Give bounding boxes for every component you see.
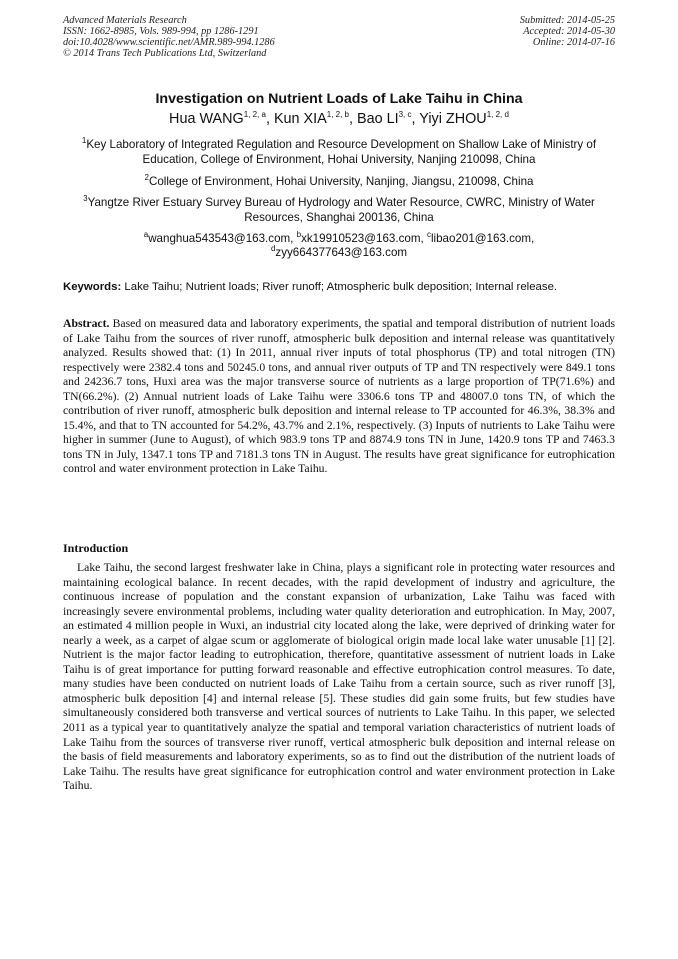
abstract-text: Based on measured data and laboratory experiments, the spatial and temporal distribution of nutrient loads of Lake Taihu from the sources of river runoff, atmospheric bulk deposition and internal release was quantitatively analyzed. Results showed that: (1) In 2011, annual river inputs of total phosphorus (TP) and total nitrogen (TN) respectively were 2382.4 tons and 50245.0 tons, and annual river outputs of TP and TN respectively were 849.1 tons and 24236.7 tons, Huxi area was the major transverse source of nutrients as a large proportion of TP(71.6%) and TN(66.2%). (2) Annual nutrient loads of Lake Taihu were 3306.6 tons TP and 48007.0 tons TN, of which the contribution of river runoff, atmospheric bulk deposition and internal release to TP accounted for 46.3%, 38.3% and 15.4%, and that to TN accounted for 54.2%, 43.7% and 2.1%, respectively. (3) Inputs of nutrients to Lake Taihu were higher in summer (June to August), of which 983.9 tons TP and 8874.9 tons TN in June, 1420.9 tons TP and 7463.3 tons TN in July, 1347.1 tons TP and 7181.3 tons TN in August. The results have great significance for eutrophication control and water environment protection in Lake Taihu. <box>63 317 615 475</box>
keywords-label: Keywords: <box>63 281 122 293</box>
author-affiliation-mark: 1, 2, b <box>326 110 349 120</box>
author-affiliation-mark: 1, 2, d <box>486 110 509 120</box>
author-list: Hua WANG$^{1, 2, a}$, Kun XIA$^{1, 2, b}$, Bao LI$^{3, c}$, Yiyi ZHOU$^{1, 2, d}$ <box>169 110 509 127</box>
affiliation-text: Key Laboratory of Integrated Regulation and Resource Development on Shallow Lake of Ministry of Education, College of Environment, Hohai University, Nanjing 210098, China <box>86 138 597 166</box>
email-address[interactable]: wanghua543543@163.com <box>148 232 291 245</box>
affiliation-mark: 1 <box>81 136 87 146</box>
date-submitted: Submitted: 2014-05-25 <box>519 15 615 26</box>
introduction-text: Lake Taihu, the second largest freshwater lake in China, plays a significant role in protecting water resources and maintaining ecological balance. In recent decades, with the rapid development of industry and agriculture, the continuous increase of population and the constant expansion of urbanization, Lake Taihu was faced with increasingly severe environmental problems, including water quality deterioration and eutrophication. In May, 2007, an estimated 4 million people in Wuxi, an industrial city located along the lake, were deprived of drinking water for nearly a week, as a carpet of algae scum or agglomerate of biological origin made local lake water unusable [1] [2]. Nutrient is the major factor leading to eutrophication, therefore, quantitative assessment of nutrient loads in Lake Taihu is of great importance for putting forward reasonable and effective eutrophication control measures. To date, many studies have been conducted on nutrient loads of Lake Taihu from a certain source, such as river runoff [3], atmospheric bulk deposition [4] and internal release [5]. These studies did gain some fruits, but few studies have simultaneously considered both transverse and vertical sources of nutrients to Lake Taihu. In this paper, we selected 2011 as a typical year to quantitatively analyze the spatial and temporal variation characteristics of nutrient loads of Lake Taihu from the sources of transverse river runoff, vertical atmospheric bulk deposition and internal release on the basis of field measurements and laboratory experiments, so as to find out the distribution of the nutrient loads of Lake Taihu. The results have great significance for eutrophication control and water environment protection in Lake Taihu. <box>63 561 615 793</box>
affiliation-3 <box>60 195 618 225</box>
journal-issn: ISSN: 1662-8985, Vols. 989-994, pp 1286-1291 <box>63 26 259 37</box>
affiliation-mark: 3 <box>83 194 88 204</box>
email-mark: d <box>270 244 276 254</box>
journal-doi: doi:10.4028/www.scientific.net/AMR.989-994.1286 <box>63 37 275 48</box>
email-mark: c <box>426 230 431 240</box>
author-name: Yiyi ZHOU <box>419 111 487 127</box>
email-address[interactable]: zyy664377643@163.com <box>275 246 408 259</box>
date-accepted: Accepted: 2014-05-30 <box>523 26 615 37</box>
email-mark: b <box>296 230 302 240</box>
email-address[interactable]: xk19910523@163.com <box>301 232 421 245</box>
journal-copyright: © 2014 Trans Tech Publications Ltd, Switzerland <box>63 48 267 59</box>
abstract-label: Abstract. <box>63 317 110 330</box>
affiliation-text: College of Environment, Hohai University, Nanjing, Jiangsu, 210098, China <box>148 175 534 188</box>
author-affiliation-mark: 3, c <box>398 110 412 120</box>
date-online: Online: 2014-07-16 <box>532 37 615 48</box>
paper-title: Investigation on Nutrient Loads of Lake Taihu in China <box>155 91 523 107</box>
email-mark: a <box>143 230 149 240</box>
author-name: Bao LI <box>357 111 399 127</box>
affiliation-mark: 2 <box>144 173 149 183</box>
keywords-text: Lake Taihu; Nutrient loads; River runoff; Atmospheric bulk deposition; Internal release. <box>121 281 558 293</box>
author-name: Hua WANG <box>169 111 244 127</box>
author-affiliation-mark: 1, 2, a <box>243 110 266 120</box>
email-address[interactable]: libao201@163.com <box>430 232 532 245</box>
submission-dates <box>520 15 615 48</box>
affiliation-text: Yangtze River Estuary Survey Bureau of Hydrology and Water Resource, CWRC, Ministry of Water Resources, Shanghai 200136, China <box>87 196 595 224</box>
keywords <box>63 280 623 294</box>
journal-info <box>63 15 275 59</box>
author-name: Kun XIA <box>273 111 327 127</box>
affiliation-2 <box>60 174 618 189</box>
author-emails: $^a$wanghua543543@163.com, $^b$xk19910523@163.com, $^c$libao201@163.com, $^d$zyy664377643@163.com <box>143 230 535 259</box>
abstract <box>63 317 615 477</box>
introduction-heading: Introduction <box>63 541 129 555</box>
journal-name: Advanced Materials Research <box>63 15 187 26</box>
affiliation-1 <box>60 137 618 167</box>
